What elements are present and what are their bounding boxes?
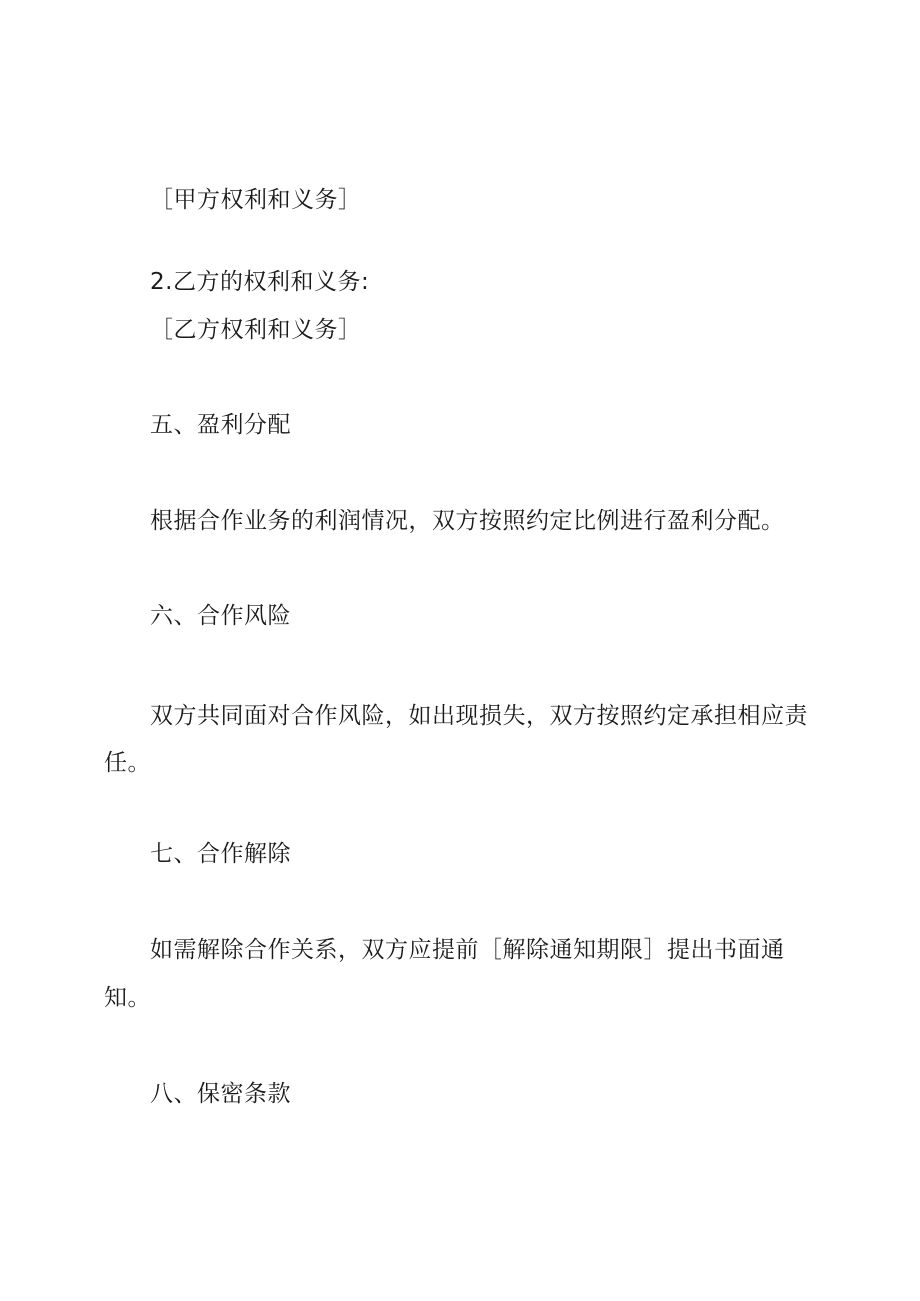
section-6-body-line-1: 双方共同面对合作风险，如出现损失，双方按照约定承担相应责: [150, 703, 808, 729]
party-b-rights-placeholder: ［乙方权利和义务］: [150, 317, 362, 343]
section-7-heading: 七、合作解除: [150, 841, 291, 867]
section-7-body-line-1: 如需解除合作关系，双方应提前［解除通知期限］提出书面通: [150, 937, 785, 963]
section-5-body: 根据合作业务的利润情况，双方按照约定比例进行盈利分配。: [150, 508, 785, 534]
party-b-rights-heading: 2.乙方的权利和义务:: [150, 269, 370, 295]
party-a-rights-placeholder: ［甲方权利和义务］: [150, 187, 362, 213]
section-5-heading: 五、盈利分配: [150, 412, 291, 438]
section-6-body-line-2: 任。: [104, 750, 151, 776]
section-7-body-line-2: 知。: [104, 985, 151, 1011]
section-8-heading: 八、保密条款: [150, 1081, 291, 1107]
section-6-heading: 六、合作风险: [150, 603, 291, 629]
